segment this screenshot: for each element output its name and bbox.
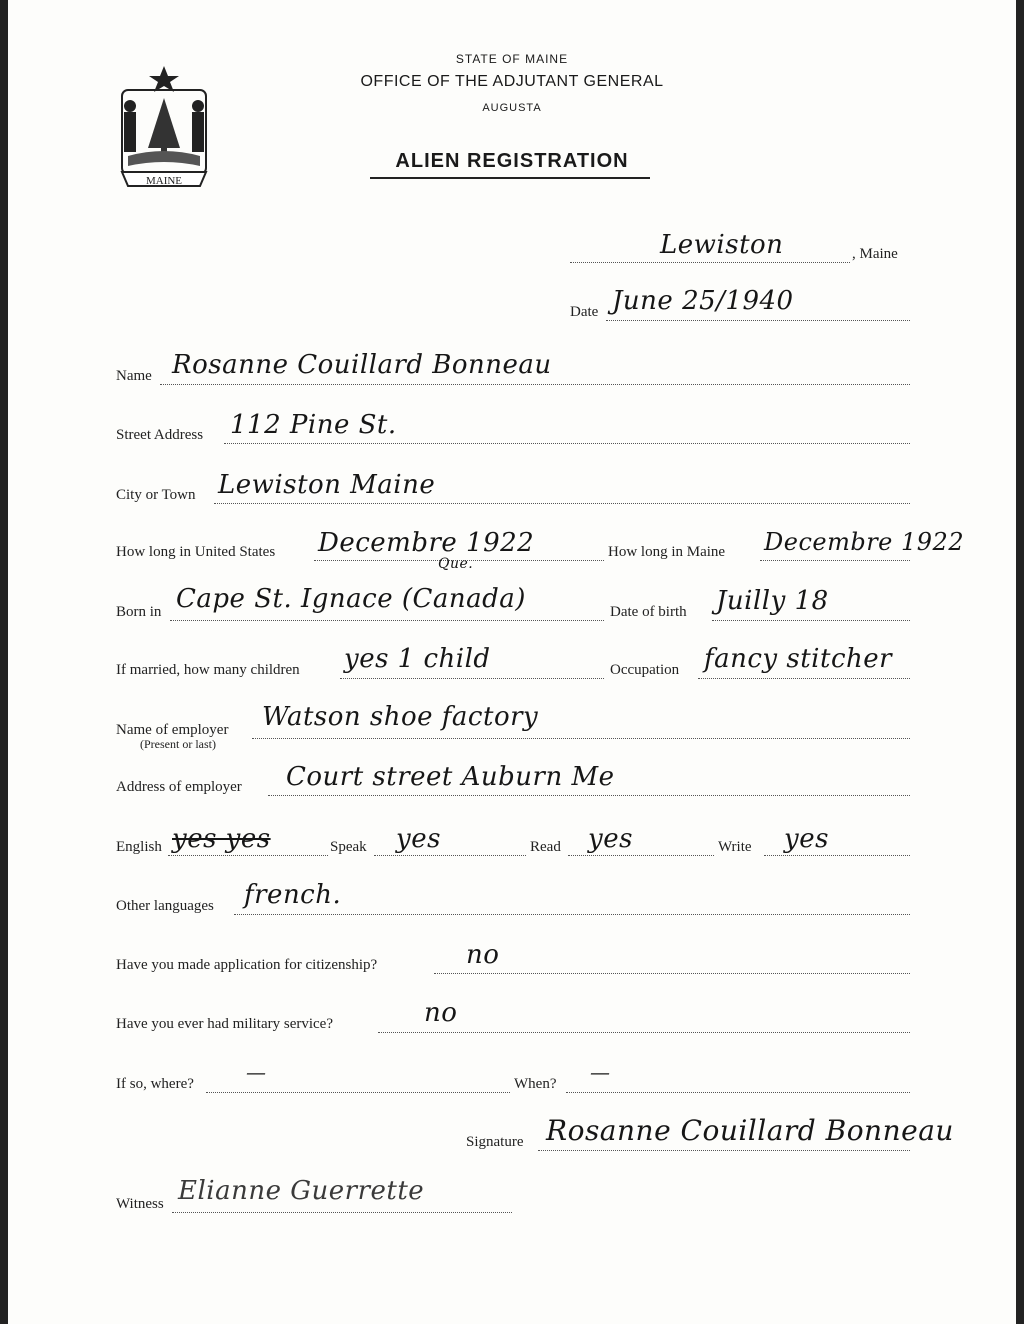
read-value: yes (588, 824, 633, 854)
dob-value: Juilly 18 (716, 586, 829, 616)
how-long-maine-line (760, 560, 910, 561)
married-label: If married, how many children (116, 662, 300, 678)
employer-label: Name of employer (116, 722, 229, 738)
how-long-maine-label: How long in Maine (608, 544, 726, 560)
street-label: Street Address (116, 427, 204, 443)
date-value: June 25/1940 (612, 286, 794, 316)
maine-label: , Maine (852, 246, 898, 262)
form-title: ALIEN REGISTRATION (395, 150, 629, 172)
when-line (566, 1092, 910, 1093)
name-label: Name (116, 368, 152, 384)
other-languages-value: french. (244, 880, 342, 910)
citizenship-label: Have you made application for citizenship? (116, 957, 378, 973)
other-languages-line (234, 914, 910, 915)
citizenship-line (434, 973, 910, 974)
speak-value: yes (396, 824, 441, 854)
dob-label: Date of birth (610, 604, 687, 620)
employer-address-label: Address of employer (116, 779, 242, 795)
english-line (168, 855, 328, 856)
occupation-value: fancy stitcher (704, 644, 893, 674)
where-label: If so, where? (116, 1076, 194, 1092)
header-office: OFFICE OF THE ADJUTANT GENERAL (360, 73, 664, 90)
where-value: — (246, 1060, 267, 1084)
military-label: Have you ever had military service? (116, 1016, 333, 1032)
military-value: no (424, 998, 458, 1028)
speak-label: Speak (330, 839, 367, 855)
write-value: yes (784, 824, 829, 854)
speak-line (374, 855, 526, 856)
born-in-label: Born in (116, 604, 162, 620)
witness-value: Elianne Guerrette (178, 1176, 425, 1206)
name-line (160, 384, 910, 385)
dob-line (712, 620, 910, 621)
employer-address-value: Court street Auburn Me (286, 762, 615, 792)
english-label: English (116, 839, 162, 855)
employer-value: Watson shoe factory (262, 702, 539, 732)
employer-address-line (268, 795, 910, 796)
city-label: City or Town (116, 487, 196, 503)
born-in-note: Que. (438, 556, 474, 572)
how-long-maine-value: Decembre 1922 (764, 528, 965, 556)
where-line (206, 1092, 510, 1093)
other-languages-label: Other languages (116, 898, 214, 914)
place-value: Lewiston (660, 230, 784, 260)
married-value: yes 1 child (344, 644, 491, 674)
header-city: AUGUSTA (482, 102, 542, 114)
read-label: Read (530, 839, 561, 855)
how-long-us-value: Decembre 1922 (318, 528, 535, 558)
employer-line (252, 738, 910, 739)
read-line (568, 855, 714, 856)
write-line (764, 855, 910, 856)
born-in-value: Cape St. Ignace (Canada) (176, 584, 526, 614)
scan-edge-left (0, 0, 8, 1324)
when-label: When? (514, 1076, 557, 1092)
street-value: 112 Pine St. (230, 410, 397, 440)
place-line (570, 262, 850, 263)
employer-note: (Present or last) (140, 737, 216, 751)
when-value: — (590, 1060, 611, 1084)
name-value: Rosanne Couillard Bonneau (172, 350, 552, 380)
citizenship-value: no (466, 940, 500, 970)
date-line (606, 320, 910, 321)
witness-label: Witness (116, 1196, 164, 1212)
write-label: Write (718, 839, 752, 855)
military-line (378, 1032, 910, 1033)
signature-line (538, 1150, 910, 1151)
scan-edge-right (1016, 0, 1024, 1324)
title-underline (370, 177, 650, 179)
seal-banner-text: MAINE (145, 175, 183, 187)
born-in-line (170, 620, 604, 621)
street-line (224, 443, 910, 444)
signature-value: Rosanne Couillard Bonneau (546, 1114, 954, 1147)
occupation-line (698, 678, 910, 679)
city-line (214, 503, 910, 504)
date-label: Date (570, 304, 599, 320)
signature-label: Signature (466, 1134, 524, 1150)
city-value: Lewiston Maine (218, 470, 436, 500)
how-long-us-label: How long in United States (116, 544, 276, 560)
witness-line (172, 1212, 512, 1213)
occupation-label: Occupation (610, 662, 680, 678)
english-value: yes yes (172, 824, 271, 854)
married-line (340, 678, 604, 679)
header-state: STATE OF MAINE (455, 52, 569, 66)
